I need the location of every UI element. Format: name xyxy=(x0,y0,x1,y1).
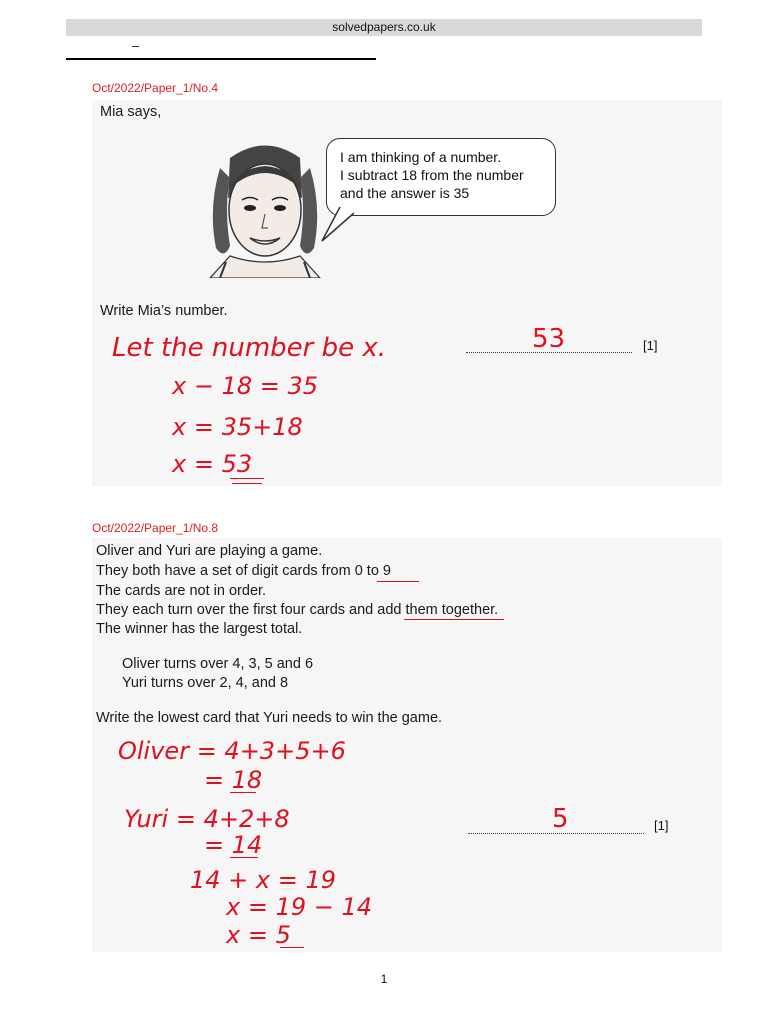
page-number: 1 xyxy=(380,972,388,986)
handwritten-working: Oliver = 4+3+5+6 xyxy=(118,737,346,765)
question-line: The cards are not in order. xyxy=(96,583,267,599)
girl-illustration xyxy=(190,128,340,278)
answer-underline xyxy=(230,857,258,858)
handwritten-working: = 18 xyxy=(204,766,263,794)
handwritten-working: = 14 xyxy=(204,831,263,859)
question-line: The winner has the largest total. xyxy=(96,621,303,637)
speech-line: I am thinking of a number. xyxy=(340,149,502,165)
answer-underline xyxy=(230,478,264,479)
question-intro: Mia says, xyxy=(100,104,162,120)
answer-value: 53 xyxy=(532,324,566,354)
question-line: Oliver and Yuri are playing a game. xyxy=(96,543,323,559)
answer-underline xyxy=(230,792,256,793)
speech-line: I subtract 18 from the number xyxy=(340,167,524,183)
answer-underline xyxy=(280,947,304,948)
answer-underline xyxy=(232,483,262,484)
handwritten-working: x − 18 = 35 xyxy=(172,372,319,400)
handwritten-working: 14 + x = 19 xyxy=(190,866,337,894)
marks-label: [1] xyxy=(654,818,669,833)
question-text: Write Mia’s number. xyxy=(100,303,228,319)
question-line: They both have a set of digit cards from 0 to 9 xyxy=(96,563,391,579)
handwritten-working: Let the number be x. xyxy=(112,333,387,363)
site-banner: solvedpapers.co.uk xyxy=(66,19,702,36)
question-text: Write the lowest card that Yuri needs to win the game. xyxy=(96,710,443,726)
question-reference: Oct/2022/Paper_1/No.4 xyxy=(92,81,219,95)
handwritten-working: x = 5 xyxy=(226,921,291,949)
handwritten-working: Yuri = 4+2+8 xyxy=(124,805,290,833)
handwritten-working: x = 35+18 xyxy=(172,413,303,441)
handwritten-working: x = 53 xyxy=(172,450,253,478)
marks-label: [1] xyxy=(643,338,658,353)
speech-line: and the answer is 35 xyxy=(340,185,470,201)
handwritten-working: x = 19 − 14 xyxy=(226,893,373,921)
turn-line: Yuri turns over 2, 4, and 8 xyxy=(122,675,289,691)
answer-value: 5 xyxy=(552,804,569,834)
question-reference: Oct/2022/Paper_1/No.8 xyxy=(92,521,219,535)
question-line: They each turn over the first four cards and add them together. xyxy=(96,602,499,618)
turn-line: Oliver turns over 4, 3, 5 and 6 xyxy=(122,656,314,672)
speech-text xyxy=(340,148,524,202)
annotation-underline xyxy=(404,619,504,620)
annotation-underline xyxy=(377,581,419,582)
header-dash: – xyxy=(132,38,140,53)
speech-bubble-tail xyxy=(320,205,360,245)
header-rule xyxy=(66,58,376,60)
